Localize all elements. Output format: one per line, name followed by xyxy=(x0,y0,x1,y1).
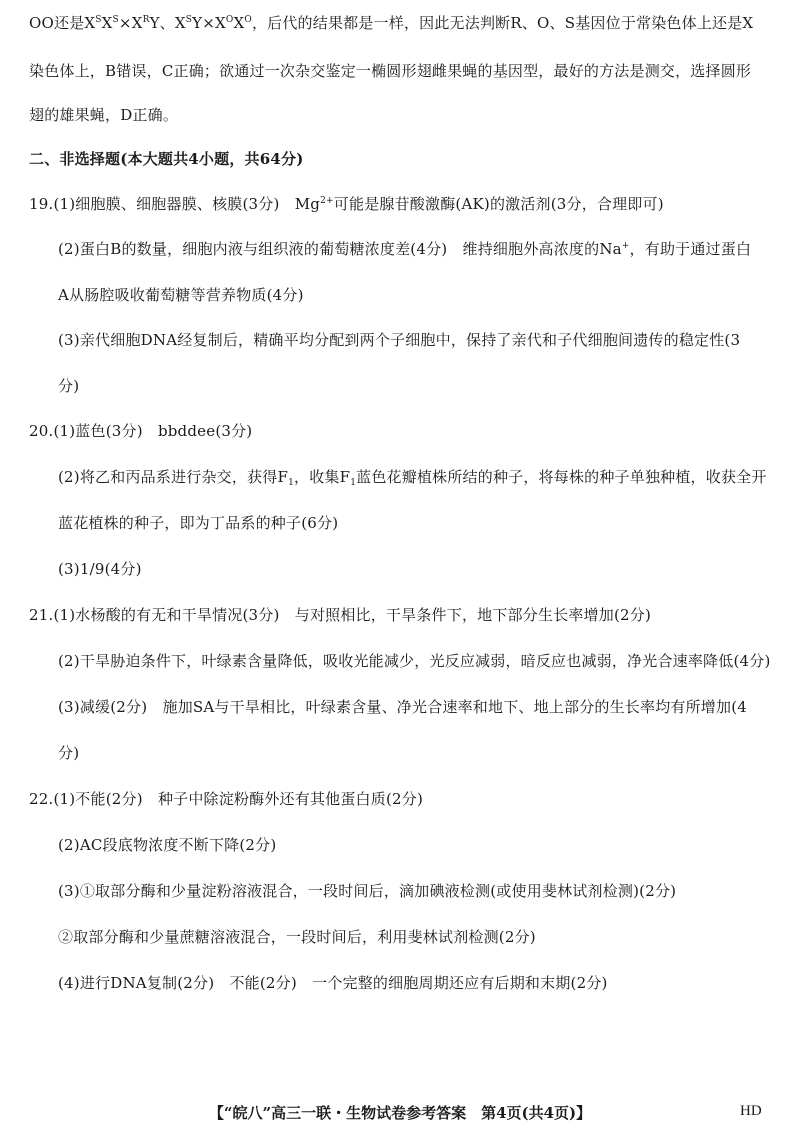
text-fragment: 22.(1)不能(2分) 种子中除淀粉酶外还有其他蛋白质(2分) xyxy=(29,790,423,808)
text-fragment: 分) xyxy=(58,377,80,395)
section-heading xyxy=(29,152,304,167)
text-fragment: (2)将乙和丙品系进行杂交，获得F xyxy=(58,468,289,486)
text-fragment: 21.(1)水杨酸的有无和干旱情况(3分) 与对照相比，干旱条件下，地下部分生长率增加(2分) xyxy=(29,606,652,624)
superscript: S xyxy=(95,15,102,25)
page-footer: 【“皖八”高三一联・生物试卷参考答案 第4页(共4页)】 xyxy=(208,1104,592,1122)
text-fragment: 19.(1)细胞膜、细胞器膜、核膜(3分) Mg xyxy=(29,195,321,213)
answer-22-2 xyxy=(58,838,276,853)
text-line xyxy=(29,16,753,31)
text-fragment: 蓝色花瓣植株所结的种子，将每株的种子单独种植，收获全开 xyxy=(356,468,767,486)
text-fragment: 翅的雄果蝇，D正确。 xyxy=(29,106,179,124)
section-heading-text: 二、非选择题(本大题共4小题，共64分) xyxy=(29,150,304,168)
text-line xyxy=(29,108,178,123)
answer-22-3-cont xyxy=(58,930,536,945)
text-fragment: ，后代的结果都是一样，因此无法判断R、O、S基因位于常染色体上还是X xyxy=(251,14,754,32)
text-fragment: ×X xyxy=(118,14,143,32)
answer-19-2 xyxy=(58,242,751,257)
superscript: O xyxy=(244,15,252,25)
answer-22-4 xyxy=(58,976,608,991)
answer-21-2 xyxy=(58,654,771,669)
text-fragment: (3)减缓(2分) 施加SA与干旱相比，叶绿素含量、净光合速率和地下、地上部分的生长率均有所增加(4 xyxy=(58,698,748,716)
text-fragment: 蓝花植株的种子，即为丁品系的种子(6分) xyxy=(58,514,339,532)
answer-22-1 xyxy=(29,792,423,807)
text-fragment: X xyxy=(101,14,113,32)
superscript: 2+ xyxy=(320,196,334,206)
subscript: 1 xyxy=(350,478,357,488)
superscript: O xyxy=(225,15,234,25)
text-fragment: (2)AC段底物浓度不断下降(2分) xyxy=(58,836,277,854)
answer-21-3-cont xyxy=(58,746,79,761)
text-fragment: 可能是腺苷酸激酶(AK)的激活剂(3分，合理即可) xyxy=(333,195,664,213)
answer-20-1 xyxy=(29,424,252,439)
text-fragment: ，收集F xyxy=(294,468,351,486)
text-fragment: 20.(1)蓝色(3分) bbddee(3分) xyxy=(29,422,253,440)
text-line xyxy=(29,64,751,79)
answer-19-3-cont xyxy=(58,379,79,394)
superscript: S xyxy=(185,15,193,25)
text-fragment: A从肠腔吸收葡萄糖等营养物质(4分) xyxy=(58,286,304,304)
answer-19-3 xyxy=(58,333,740,348)
subscript: 1 xyxy=(288,478,294,488)
text-fragment: 分) xyxy=(58,744,80,762)
text-fragment: Y、X xyxy=(149,14,186,32)
text-fragment: X xyxy=(233,14,245,32)
text-fragment: Y×X xyxy=(192,14,226,32)
answer-20-2-cont xyxy=(58,516,338,531)
footer-code: HD xyxy=(740,1103,762,1119)
superscript: R xyxy=(142,15,150,25)
superscript: + xyxy=(621,241,630,251)
text-fragment: (2)干旱胁迫条件下，叶绿素含量降低，吸收光能减少，光反应减弱，暗反应也减弱，净光合速率降低(4分) xyxy=(58,652,771,670)
text-fragment: (3)①取部分酶和少量淀粉溶液混合，一段时间后，滴加碘液检测(或使用斐林试剂检测)(2分) xyxy=(58,882,677,900)
text-fragment: (3)亲代细胞DNA经复制后，精确平均分配到两个子细胞中，保持了亲代和子代细胞间遗传的稳定性(3 xyxy=(58,331,741,349)
text-fragment: OO还是X xyxy=(29,14,96,32)
answer-21-3 xyxy=(58,700,747,715)
text-fragment: (3)1/9(4分) xyxy=(58,560,142,578)
answer-19-2-cont xyxy=(58,288,304,303)
text-fragment: ，有助于通过蛋白 xyxy=(629,240,752,258)
text-fragment: (4)进行DNA复制(2分) 不能(2分) 一个完整的细胞周期还应有后期和末期(2分) xyxy=(58,974,608,992)
answer-19-1 xyxy=(29,197,664,212)
answer-20-2 xyxy=(58,468,767,488)
superscript: S xyxy=(112,15,119,25)
text-fragment: 染色体上，B错误，C正确；欲通过一次杂交鉴定一椭圆形翅雌果蝇的基因型，最好的方法是测交，选择圆形 xyxy=(29,62,752,80)
text-fragment: (2)蛋白B的数量，细胞内液与组织液的葡萄糖浓度差(4分) 维持细胞外高浓度的Na xyxy=(58,240,622,258)
text-fragment: ②取部分酶和少量蔗糖溶液混合，一段时间后，利用斐林试剂检测(2分) xyxy=(58,928,536,946)
answer-22-3 xyxy=(58,884,676,899)
answer-20-3 xyxy=(58,562,142,577)
answer-21-1 xyxy=(29,608,651,623)
